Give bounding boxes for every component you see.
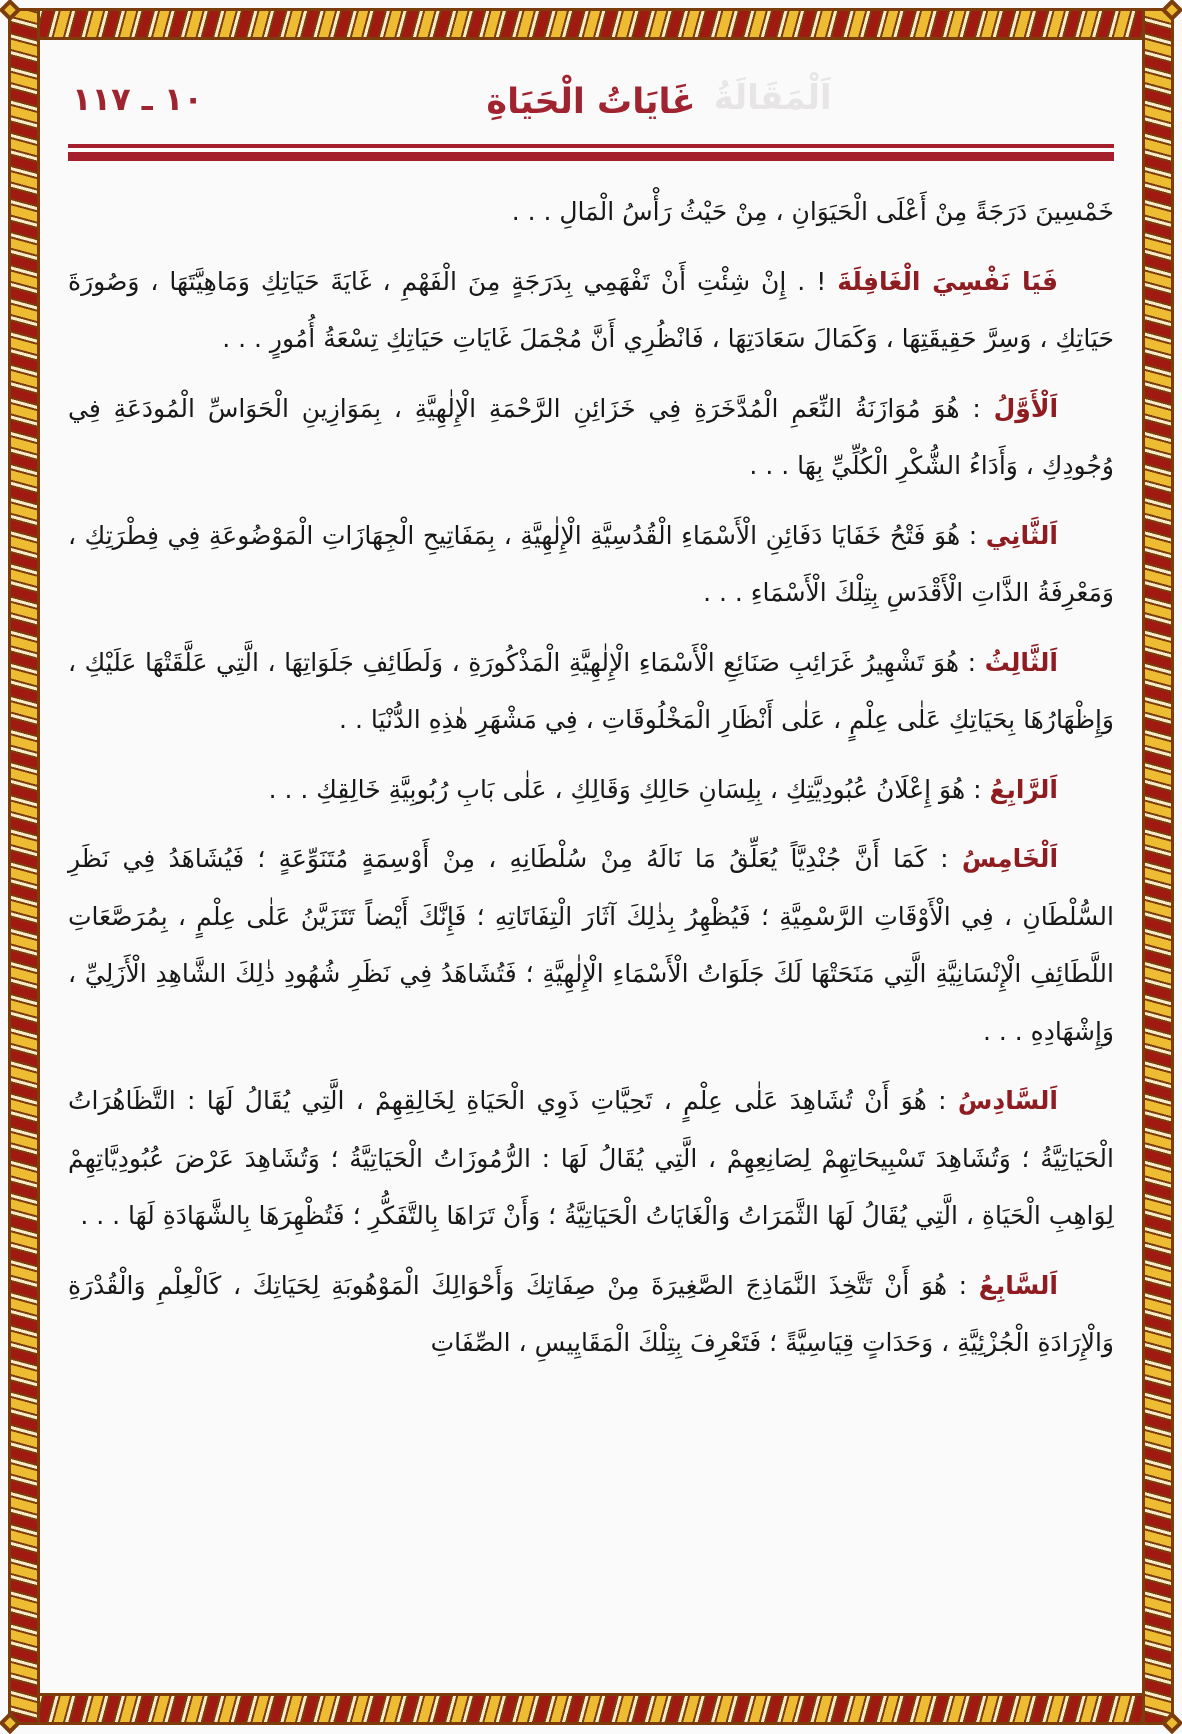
paragraph [68,1257,1114,1372]
paragraph-lead: اَلْخَامِسُ [961,844,1059,873]
corner-ornament-core [1166,1717,1177,1728]
paragraph [68,183,1114,241]
paragraph-text: : هُوَ تَشْهِيرُ غَرَائِبِ صَنَائِعِ الْأَسْمَاءِ الْإِلٰهِيَّةِ الْمَذْكُورَةِ ، وَلَطَائِفِ جَلَوَاتِهَا ، الَّتِي عَلَّقَتْهَا عَلَيْكِ ، وَإِظْهَارُهَا بِحَيَاتِكِ عَلٰى عِلْمٍ ، عَلٰى أَنْظَارِ الْمَخْلُوقَاتِ ، فِي مَشْهَرِ هٰذِهِ الدُّنْيَا . . [68,647,1114,734]
paragraph [68,634,1114,749]
paragraph [68,380,1114,495]
paragraph-lead: اَلثَّالِثُ [984,647,1058,677]
paragraph-lead: اَلسَّابِعُ [978,1270,1058,1300]
page-number: ١٠ ـ ١١٧ [72,80,203,118]
paragraph-text: : هُوَ إِعْلَانُ عُبُودِيَّتِكِ ، بِلِسَانِ حَالِكِ وَقَالِكِ ، عَلٰى بَابِ رُبُوبِيَّةِ خَالِقِكِ . . . [268,774,982,804]
paragraph-text: : هُوَ أَنْ تُشَاهِدَ عَلٰى عِلْمٍ ، تَحِيَّاتِ ذَوِي الْحَيَاةِ لِخَالِقِهِمْ ، الَّتِي يُقَالُ لَهَا : التَّظَاهُرَاتُ الْحَيَاتِيَّةُ ؛ وَتُشَاهِدَ تَسْبِيحَاتِهِمْ لِصَانِعِهِمْ ، الَّتِي يُقَالُ لَهَا : الرُّمُوزَاتُ الْحَيَاتِيَّةُ ؛ وَتُشَاهِدَ عَرْضَ عُبُودِيَّاتِهِمْ لِوَاهِبِ الْحَيَاةِ ، الَّتِي يُقَالُ لَهَا الثَّمَرَاتُ وَالْغَايَاتُ الْحَيَاتِيَّةُ ؛ وَأَنْ تَرَاهَا بِالتَّفَكُّرِ ؛ فَتُظْهِرَهَا بِالشَّهَادَةِ لَهَا . . . [68,1086,1114,1230]
page-header [68,72,1114,136]
paragraph [68,507,1114,622]
header-rule-thick [68,152,1114,161]
body-text [68,183,1114,1372]
paragraph [68,1072,1114,1245]
paragraph-text: ! . إِنْ شِئْتِ أَنْ تَفْهَمِي بِدَرَجَةٍ مِنَ الْفَهْمِ ، غَايَةَ حَيَاتِكِ وَمَاهِيَّتَهَا ، وَصُورَةَ حَيَاتِكِ ، وَسِرَّ حَقِيقَتِهَا ، وَكَمَالَ سَعَادَتِهَا ، فَانْظُرِي أَنَّ مُجْمَلَ غَايَاتِ حَيَاتِكِ تِسْعَةُ أُمُورٍ . . . [68,266,1114,353]
paragraph-lead: اَلْأَوَّلُ [993,393,1059,423]
corner-ornament-core [4,4,15,15]
paragraph-text: : كَمَا أَنَّ جُنْدِيَّاً يُعَلِّقُ مَا نَالَهُ مِنْ سُلْطَانِهِ ، مِنْ أَوْسِمَةٍ مُتَنَوِّعَةٍ ؛ فَيُشَاهَدُ فِي نَظَرِ السُّلْطَانِ ، فِي الْأَوْقَاتِ الرَّسْمِيَّةِ ؛ فَيُظْهِرُ بِذٰلِكَ آثَارَ الْتِفَاتَاتِهِ ؛ فَإِنَّكَ أَيْضاً تَتَزَيَّنُ عَلٰى عِلْمٍ ، بِمُرَصَّعَاتِ اللَّطَائِفِ الْإِنْسَانِيَّةِ الَّتِي مَنَحَتْهَا لَكَ جَلَوَاتُ الْأَسْمَاءِ الْإِلٰهِيَّةِ ؛ فَتُشَاهَدُ فِي نَظَرِ شُهُودِ ذٰلِكَ الشَّاهِدِ الْأَزَلِيِّ ، وَإِشْهَادِهِ . . . [68,844,1114,1046]
paragraph-lead: اَلثَّانِي [985,520,1058,550]
paragraph-lead: اَلسَّادِسُ [957,1086,1059,1115]
ornamental-border-left [8,8,40,1725]
paragraph [68,830,1114,1060]
corner-ornament-core [1166,4,1177,15]
ornamental-border-bottom [8,1693,1174,1725]
paragraph [68,253,1114,368]
paragraph-lead: اَلرَّابِعُ [989,774,1058,804]
page-title: غَايَاتُ الْحَيَاةِ [486,82,696,122]
ornamental-border-right [1142,8,1174,1725]
paragraph-text: خَمْسِينَ دَرَجَةً مِنْ أَعْلَى الْحَيَوَانِ ، مِنْ حَيْثُ رَأْسُ الْمَالِ . . . [511,197,1114,226]
paragraph [68,761,1114,819]
paragraph-text: : هُوَ فَتْحُ خَفَايَا دَفَائِنِ الْأَسْمَاءِ الْقُدُسِيَّةِ الْإِلٰهِيَّةِ ، بِمَفَاتِيحِ الْجِهَازَاتِ الْمَوْضُوعَةِ فِي فِطْرَتِكِ ، وَمَعْرِفَةُ الذَّاتِ الْأَقْدَسِ بِتِلْكَ الْأَسْمَاءِ . . . [68,520,1114,607]
paragraph-text: : هُوَ مُوَازَنَةُ النِّعَمِ الْمُدَّخَرَةِ فِي خَزَائِنِ الرَّحْمَةِ الْإِلٰهِيَّةِ ، بِمَوَازِينِ الْحَوَاسِّ الْمُودَعَةِ فِي وُجُودِكِ ، وَأَدَاءُ الشُّكْرِ الْكُلِّيِّ بِهَا . . . [68,393,1114,480]
ghost-watermark-title: اَلْمَقَالَةُ [713,78,832,118]
corner-ornament-core [4,1717,15,1728]
page-content [46,44,1136,1689]
ornamental-border-top [8,8,1174,40]
paragraph-text: : هُوَ أَنْ تَتَّخِذَ النَّمَاذِجَ الصَّغِيرَةَ مِنْ صِفَاتِكَ وَأَحْوَالِكَ الْمَوْهُوبَةِ لِحَيَاتِكَ ، كَالْعِلْمِ وَالْقُدْرَةِ وَالْإِرَادَةِ الْجُزْئِيَّةِ ، وَحَدَاتٍ قِيَاسِيَّةً ؛ فَتَعْرِفَ بِتِلْكَ الْمَقَايِيسِ ، الصِّفَاتِ [68,1270,1114,1357]
paragraph-lead: فَيَا نَفْسِيَ الْغَافِلَةَ [837,266,1058,296]
header-rule-thin [68,144,1114,148]
title-area [68,72,1114,136]
